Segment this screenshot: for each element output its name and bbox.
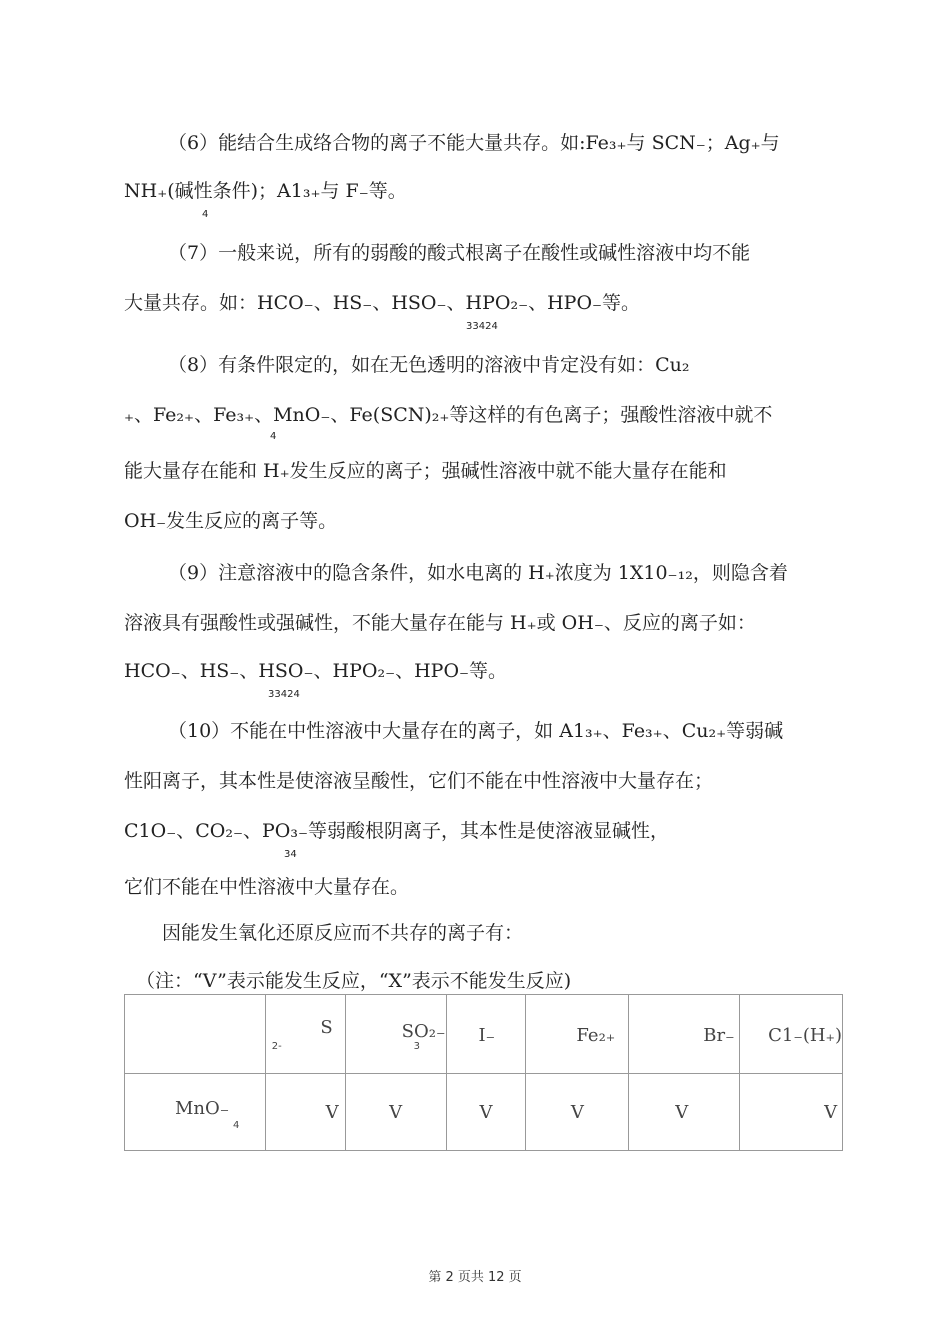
redox-intro: 因能发生氧化还原反应而不共存的离子有： — [162, 922, 524, 944]
cell-mark: V — [740, 1074, 843, 1151]
header-ferrous: Fe₂₊ — [526, 995, 629, 1074]
table-note: （注：“V”表示能发生反应，“X”表示不能发生反应) — [136, 970, 572, 992]
p7-line1: （7）一般来说，所有的弱酸的酸式根离子在酸性或碱性溶液中均不能 — [168, 242, 751, 264]
header-sulfide: S 2- — [265, 995, 345, 1074]
p10-line1: （10）不能在中性溶液中大量存在的离子，如 A1₃₊、Fe₃₊、Cu₂₊等弱碱 — [168, 720, 784, 742]
p6-line2: NH₊(碱性条件)；A1₃₊与 F₋等。 — [124, 180, 407, 202]
p10-line4: 它们不能在中性溶液中大量存在。 — [124, 876, 410, 898]
p7-line2: 大量共存。如：HCO₋、HS₋、HSO₋、HPO₂₋、HPO₋等。 — [124, 292, 641, 314]
p10-subscript: 34 — [284, 849, 297, 860]
p9-subscript: 33424 — [268, 689, 300, 700]
p8-line3: 能大量存在能和 H₊发生反应的离子；强碱性溶液中就不能大量存在能和 — [124, 460, 727, 482]
cell-mark: V — [526, 1074, 629, 1151]
page-footer: 第 2 页共 12 页 — [428, 1270, 522, 1285]
p6-subscript: 4 — [202, 209, 209, 220]
row-label-permanganate: MnO₋ 4 — [125, 1074, 266, 1151]
cell-mark: V — [446, 1074, 526, 1151]
header-chloride: C1₋(H₊) — [740, 995, 843, 1074]
header-sulfite: SO₂₋ 3 — [345, 995, 446, 1074]
table-row — [125, 1074, 843, 1151]
p8-subscript: 4 — [270, 431, 277, 442]
p8-line2: ₊、Fe₂₊、Fe₃₊、MnO₋、Fe(SCN)₂₊等这样的有色离子；强酸性溶液中就不 — [124, 404, 773, 426]
p9-line1: （9）注意溶液中的隐含条件，如水电离的 H₊浓度为 1X10₋₁₂，则隐含着 — [168, 562, 788, 584]
header-corner — [125, 995, 266, 1074]
p8-line4: OH₋发生反应的离子等。 — [124, 510, 338, 532]
p10-line2: 性阳离子，其本性是使溶液呈酸性，它们不能在中性溶液中大量存在； — [124, 770, 714, 792]
cell-mark: V — [265, 1074, 345, 1151]
p6-line1: （6）能结合生成络合物的离子不能大量共存。如:Fe₃₊与 SCN₋；Ag₊与 — [168, 132, 780, 154]
cell-mark: V — [629, 1074, 740, 1151]
header-iodide: I₋ — [446, 995, 526, 1074]
table-header-row — [125, 995, 843, 1074]
cell-mark: V — [345, 1074, 446, 1151]
p9-line3: HCO₋、HS₋、HSO₋、HPO₂₋、HPO₋等。 — [124, 660, 508, 682]
redox-table — [124, 994, 843, 1151]
p10-line3: C1O₋、CO₂₋、PO₃₋等弱酸根阴离子，其本性是使溶液显碱性， — [124, 820, 669, 842]
p7-subscript: 33424 — [466, 321, 498, 332]
p8-line1: （8）有条件限定的，如在无色透明的溶液中肯定没有如：Cu₂ — [168, 354, 690, 376]
header-bromide: Br₋ — [629, 995, 740, 1074]
p9-line2: 溶液具有强酸性或强碱性，不能大量存在能与 H₊或 OH₋、反应的离子如： — [124, 612, 756, 634]
